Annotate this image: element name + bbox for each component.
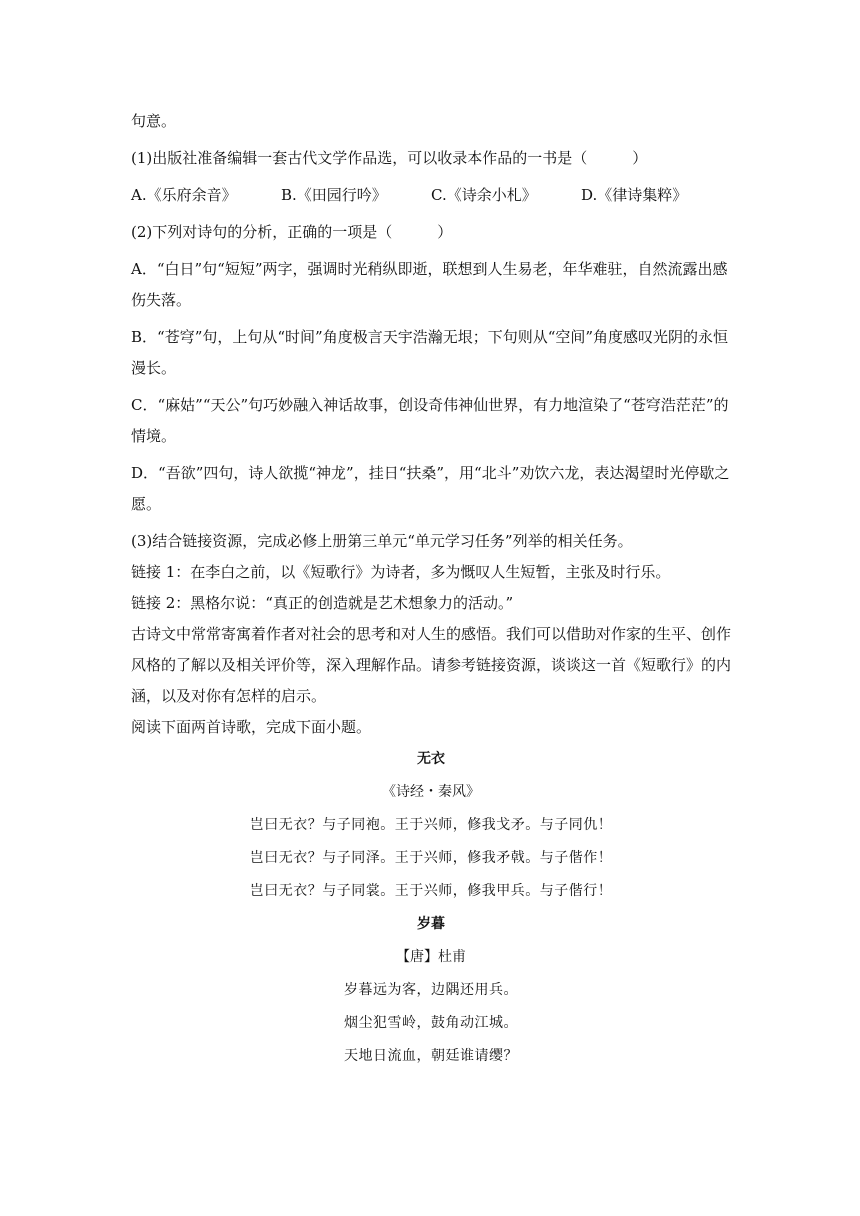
document-body	[131, 106, 731, 1073]
poem-1-line: 岂曰无衣？与子同袍。王于兴师，修我戈矛。与子同仇！	[249, 817, 613, 833]
poem-1-line: 岂曰无衣？与子同泽。王于兴师，修我矛戟。与子偕作！	[249, 850, 613, 866]
poem-2-title: 岁暮	[417, 916, 445, 932]
link-2-text: 链接 2：黑格尔说：“真正的创造就是艺术想象力的活动。”	[131, 594, 514, 612]
poem-1-title: 无衣	[417, 751, 445, 767]
question-3-body: 古诗文中常常寄寓着作者对社会的思考和对人生的感悟。我们可以借助对作家的生平、创作风格的了解以及相关评价等，深入理解作品。请参考链接资源，谈谈这一首《短歌行》的内涵，以及对你有怎样的启示。	[131, 625, 732, 705]
poem-1-source: 《诗经・秦风》	[382, 784, 480, 800]
option-b: B.《田园行吟》	[281, 186, 387, 204]
poem-2-line: 烟尘犯雪岭，鼓角动江城。	[344, 1015, 518, 1031]
question-1-options	[131, 180, 731, 217]
question-3-stem: (3)结合链接资源，完成必修上册第三单元“单元学习任务”列举的相关任务。	[131, 532, 633, 550]
poem-suimu	[131, 908, 731, 1073]
poem-2-line: 天地日流血，朝廷谁请缨？	[344, 1048, 518, 1064]
option-c: C.《诗余小札》	[431, 186, 537, 204]
question-2-option-d: D．“吾欲”四句，诗人欲揽“神龙”，挂日“扶桑”，用“北斗”劝饮六龙，表达渴望时光停歇之愿。	[131, 464, 730, 513]
reading-instruction: 阅读下面两首诗歌，完成下面小题。	[131, 718, 372, 736]
question-2-option-c: C．“麻姑”“天公”句巧妙融入神话故事，创设奇伟神仙世界，有力地渲染了“苍穹浩茫茫”的情境。	[131, 396, 729, 445]
option-a: A.《乐府余音》	[131, 186, 237, 204]
poem-wuyi	[131, 743, 731, 908]
question-1-stem: (1)出版社准备编辑一套古代文学作品选，可以收录本作品的一书是（ ）	[131, 149, 648, 167]
option-d: D.《律诗集粹》	[581, 186, 688, 204]
carry-over-text: 句意。	[131, 112, 177, 130]
poem-2-author: 【唐】杜甫	[396, 949, 466, 965]
question-2-option-a: A．“白日”句“短短”两字，强调时光稍纵即逝，联想到人生易老，年华难驻，自然流露出感伤失落。	[131, 260, 728, 309]
question-2-stem: (2)下列对诗句的分析，正确的一项是（ ）	[131, 223, 453, 241]
poem-1-line: 岂曰无衣？与子同裳。王于兴师，修我甲兵。与子偕行！	[249, 883, 613, 899]
question-2-option-b: B．“苍穹”句，上句从“时间”角度极言天宇浩瀚无垠；下句则从“空间”角度感叹光阴的永恒漫长。	[131, 328, 729, 377]
poem-2-line: 岁暮远为客，边隅还用兵。	[344, 982, 518, 998]
link-1-text: 链接 1：在李白之前，以《短歌行》为诗者，多为慨叹人生短暂，主张及时行乐。	[131, 563, 671, 581]
